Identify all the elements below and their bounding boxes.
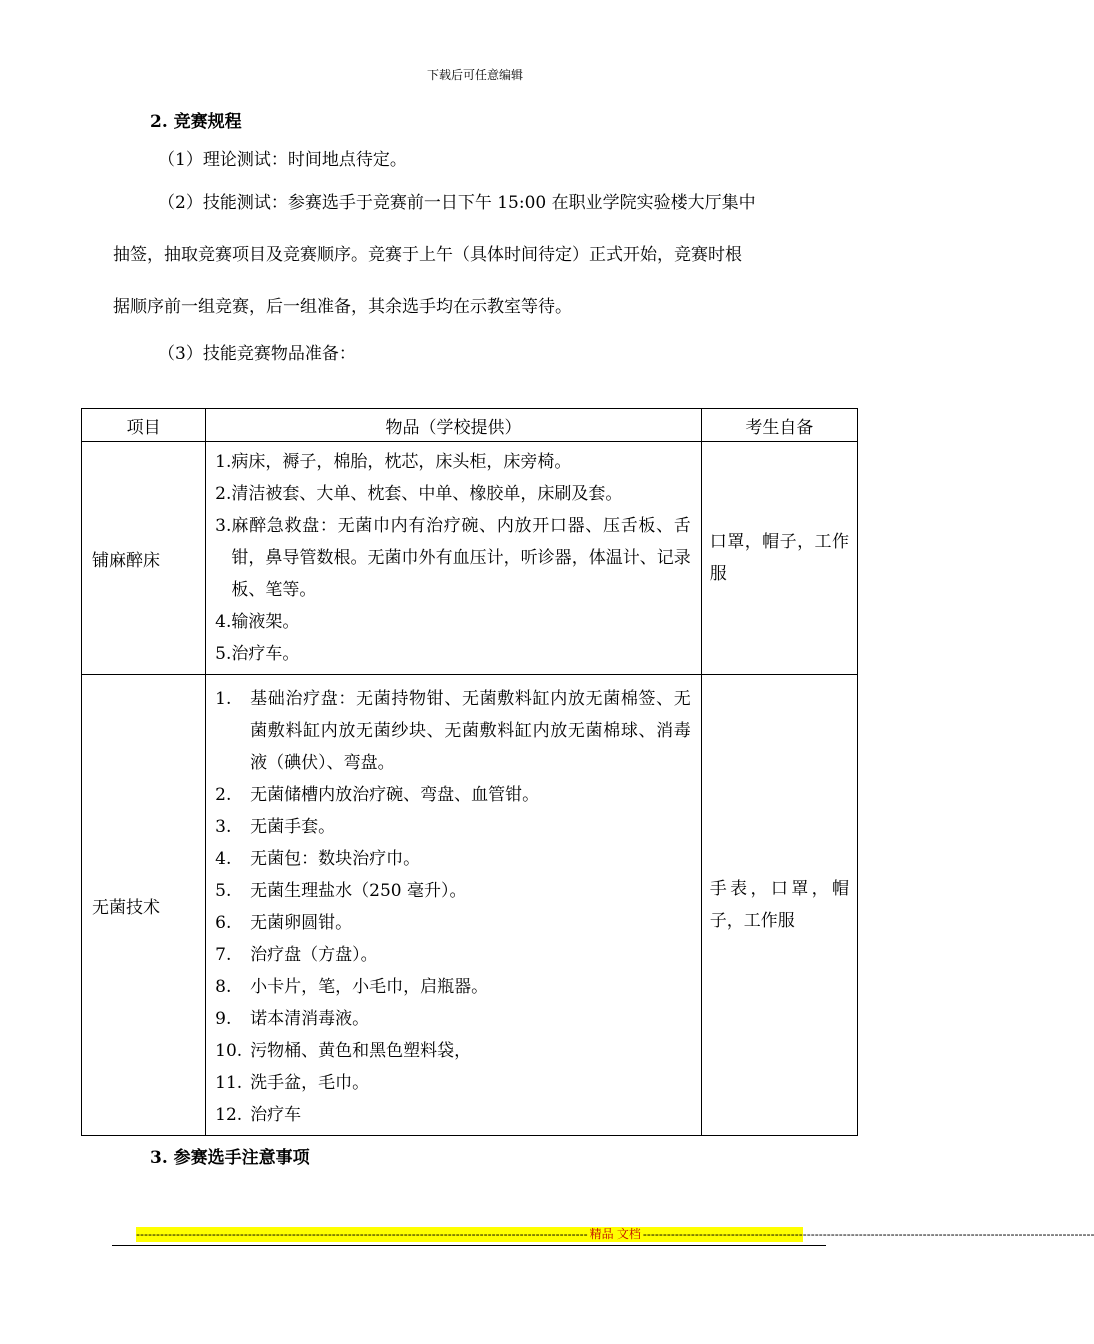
list-item: 3. 无菌手套。 <box>215 817 336 837</box>
list-item: 11. 洗手盆，毛巾。 <box>215 1073 370 1093</box>
header-school-items: 物品（学校提供） <box>206 409 702 442</box>
header-project: 项目 <box>82 409 206 442</box>
rule-item-2-line-1: （2）技能测试：参赛选手于竞赛前一日下午 15:00 在职业学院实验楼大厅集中 <box>158 193 756 213</box>
footer-banner <box>136 1227 1094 1242</box>
row-self-prepared: 手表，口罩，帽子，工作服 <box>701 675 857 1136</box>
row-items-cell <box>206 675 702 1136</box>
list-item: 2. 无菌储槽内放治疗碗、弯盘、血管钳。 <box>215 785 540 805</box>
list-item: 5. 治疗车。 <box>215 644 300 664</box>
item-list <box>206 442 701 674</box>
list-item: 12. 治疗车 <box>215 1105 302 1125</box>
list-item: 1. 病床，褥子，棉胎，枕芯，床头柜，床旁椅。 <box>215 452 572 472</box>
list-item: 4. 输液架。 <box>215 612 300 632</box>
rule-item-2-line-2: 抽签，抽取竞赛项目及竞赛顺序。竞赛于上午（具体时间待定）正式开始，竞赛时根 <box>113 245 742 265</box>
supplies-table <box>81 408 858 1136</box>
page-header-note: 下载后可任意编辑 <box>426 68 523 82</box>
rule-item-2-line-3: 据顺序前一组竞赛，后一组准备，其余选手均在示教室等待。 <box>113 297 572 317</box>
header-self-prepared: 考生自备 <box>701 409 857 442</box>
list-item: 1. 基础治疗盘：无菌持物钳、无菌敷料缸内放无菌棉签、无菌敷料缸内放无菌纱块、无菌敷料缸内放无菌棉球、消毒液（碘伏）、弯盘。 <box>215 689 691 773</box>
footer-label: 精品 文档 <box>589 1227 641 1241</box>
list-item: 10. 污物桶、黄色和黑色塑料袋， <box>215 1041 472 1061</box>
footer-dashes-left: ----------------------------------------------------------------------------------------------------------------- <box>136 1227 588 1241</box>
row-name: 无菌技术 <box>82 675 206 1136</box>
list-item: 4. 无菌包：数块治疗巾。 <box>215 849 421 869</box>
row-items-cell <box>206 442 702 675</box>
footer-rule <box>112 1245 826 1246</box>
rule-item-1: （1）理论测试：时间地点待定。 <box>158 150 407 170</box>
list-item: 9. 诺本清消毒液。 <box>215 1009 370 1029</box>
list-item: 8. 小卡片，笔，小毛巾，启瓶器。 <box>215 977 489 997</box>
list-item: 2. 清洁被套、大单、枕套、中单、橡胶单，床刷及套。 <box>215 484 623 504</box>
footer-dashes-right: ----------------------------------------------------------------------------------------------------------------- <box>642 1227 1094 1241</box>
list-item: 7. 治疗盘（方盘）。 <box>215 945 378 965</box>
table-row <box>82 675 858 1136</box>
item-list <box>206 675 701 1135</box>
table-header-row <box>82 409 858 442</box>
row-self-prepared: 口罩，帽子，工作服 <box>701 442 857 675</box>
list-item: 5. 无菌生理盐水（250 毫升）。 <box>215 881 467 901</box>
list-item: 3. 麻醉急救盘：无菌巾内有治疗碗、内放开口器、压舌板、舌钳，鼻导管数根。无菌巾外有血压计，听诊器，体温计、记录板、笔等。 <box>215 516 691 600</box>
list-item: 6. 无菌卵圆钳。 <box>215 913 353 933</box>
table-row <box>82 442 858 675</box>
row-name: 铺麻醉床 <box>82 442 206 675</box>
section-2-title: 2. 竞赛规程 <box>150 112 242 132</box>
rule-item-3: （3）技能竞赛物品准备： <box>158 344 356 364</box>
section-3-title: 3. 参赛选手注意事项 <box>150 1148 310 1168</box>
